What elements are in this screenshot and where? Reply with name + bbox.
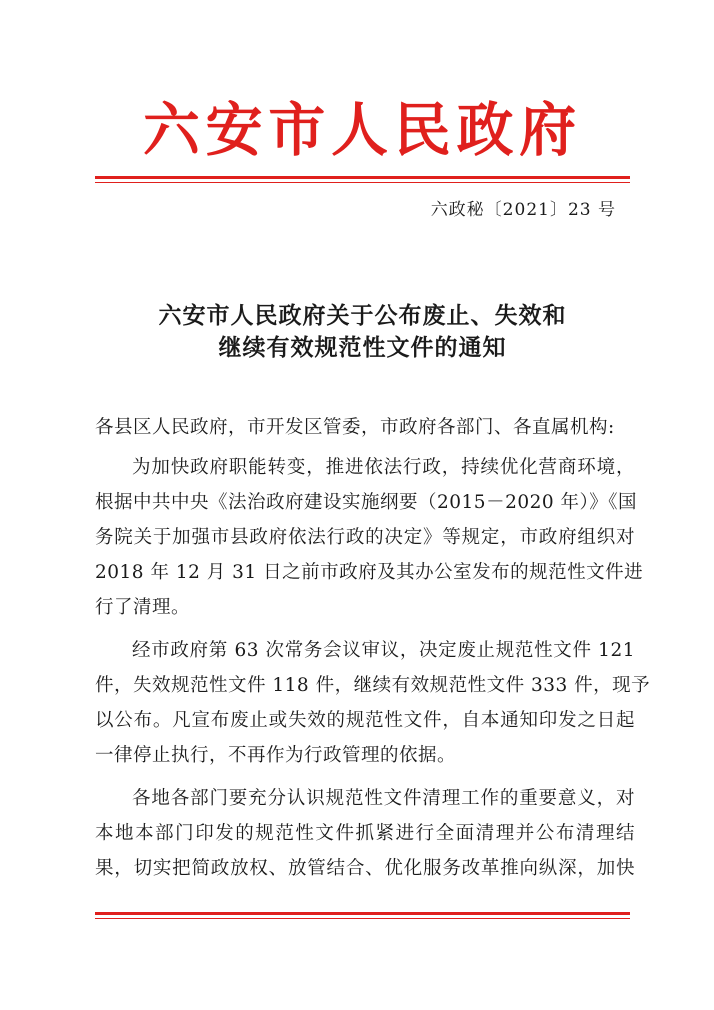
footer-red-rule-thin [95, 918, 630, 919]
paragraph-line: 经市政府第 63 次常务会议审议，决定废止规范性文件 121 [132, 640, 635, 661]
paragraph-line: 果，切实把简政放权、放管结合、优化服务改革推向纵深，加快 [95, 858, 635, 879]
salutation: 各县区人民政府，市开发区管委，市政府各部门、各直属机构: [95, 417, 615, 438]
paragraph-line: 为加快政府职能转变，推进依法行政，持续优化营商环境， [132, 457, 635, 478]
document-number: 六政秘〔2021〕23 号 [430, 200, 616, 220]
paragraph-line: 以公布。凡宣布废止或失效的规范性文件，自本通知印发之日起 [95, 710, 635, 731]
title-line-2: 继续有效规范性文件的通知 [218, 334, 507, 361]
paragraph-line: 务院关于加强市县政府依法行政的决定》等规定，市政府组织对 [95, 527, 635, 548]
paragraph-2 [95, 633, 651, 773]
issuer-masthead: 六安市人民政府 [142, 96, 583, 164]
paragraph-line: 件，失效规范性文件 118 件，继续有效规范性文件 333 件，现予 [95, 675, 651, 696]
document-title [95, 300, 630, 364]
paragraph-line: 一律停止执行，不再作为行政管理的依据。 [95, 745, 457, 766]
footer-red-rule-thick [95, 912, 630, 915]
title-line-1: 六安市人民政府关于公布废止、失效和 [158, 302, 567, 329]
paragraph-line: 行了清理。 [95, 597, 191, 618]
paragraph-line: 2018 年 12 月 31 日之前市政府及其办公室发布的规范性文件进 [95, 562, 644, 583]
paragraph-line: 根据中共中央《法治政府建设实施纲要（2015－2020 年）》《国 [95, 492, 638, 513]
header-red-rule-thick [95, 176, 630, 179]
paragraph-line: 本地本部门印发的规范性文件抓紧进行全面清理并公布清理结 [95, 823, 635, 844]
paragraph-3 [95, 781, 635, 886]
header-red-rule-thin [95, 182, 630, 183]
paragraph-line: 各地各部门要充分认识规范性文件清理工作的重要意义，对 [132, 788, 635, 809]
paragraph-1 [95, 450, 644, 625]
